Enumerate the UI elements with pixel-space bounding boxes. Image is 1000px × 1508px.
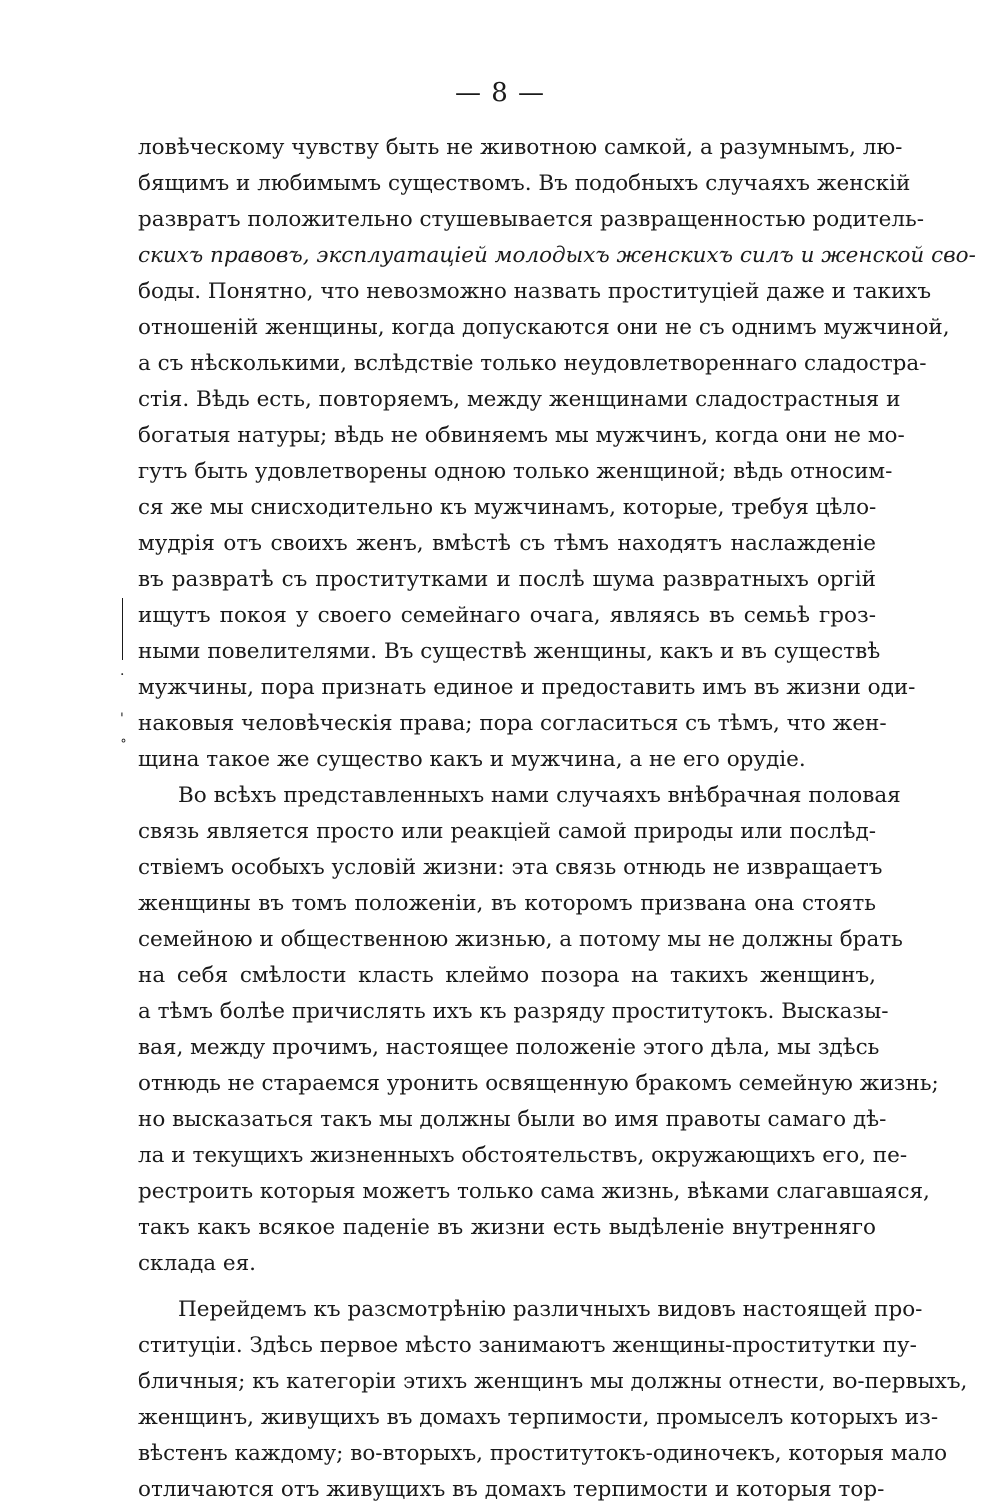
text-line: а тѣмъ болѣе причислять ихъ къ разряду проститутокъ. Высказы- xyxy=(138,999,889,1024)
text-line: а съ нѣсколькими, вслѣдствіе только неудовлетвореннаго сладостра- xyxy=(138,351,927,376)
text-line: ституціи. Здѣсь первое мѣсто занимаютъ женщины-проститутки пу- xyxy=(138,1333,917,1358)
text-line: ными повелителями. Въ существѣ женщины, какъ и въ существѣ xyxy=(138,639,881,664)
text-line: мудрія отъ своихъ женъ, вмѣстѣ съ тѣмъ находятъ наслажденіе xyxy=(138,531,876,556)
text-line: рестроить которыя можетъ только сама жизнь, вѣками слагавшаяся, xyxy=(138,1179,930,1204)
page-number: — 8 — xyxy=(454,78,546,108)
margin-dot-mark: · xyxy=(120,667,125,683)
text-line: но высказаться такъ мы должны были во имя правоты самаго дѣ- xyxy=(138,1107,887,1132)
text-line: бящимъ и любимымъ существомъ. Въ подобныхъ случаяхъ женскій xyxy=(138,171,911,196)
text-line: связь является просто или реакціей самой природы или послѣд- xyxy=(138,819,876,844)
text-line: мужчины, пора признать единое и предоставить имъ въ жизни оди- xyxy=(138,675,916,700)
text-line: ла и текущихъ жизненныхъ обстоятельствъ, окружающихъ его, пе- xyxy=(138,1143,908,1168)
text-line: вѣстенъ каждому; во-вторыхъ, проститутокъ-одиночекъ, которыя мало xyxy=(138,1441,948,1466)
text-line: развратъ положительно стушевывается развращенностью родитель- xyxy=(138,207,924,232)
text-line: ищутъ покоя у своего семейнаго очага, являясь въ семьѣ гроз- xyxy=(138,603,876,628)
text-line: скихъ правовъ, эксплуатаціей молодыхъ женскихъ силъ и женской сво- xyxy=(138,243,976,268)
text-line: вая, между прочимъ, настоящее положеніе этого дѣла, мы здѣсь xyxy=(138,1035,880,1060)
body-text xyxy=(138,130,976,1508)
text-line: женщины въ томъ положеніи, въ которомъ призвана она стоять xyxy=(138,891,876,916)
text-line: въ развратѣ съ проститутками и послѣ шума развратныхъ оргій xyxy=(138,567,876,592)
text-line: склада ея. xyxy=(138,1251,256,1276)
text-line: Во всѣхъ представленныхъ нами случаяхъ внѣбрачная половая xyxy=(178,783,901,808)
text-line: наковыя человѣческія права; пора согласиться съ тѣмъ, что жен- xyxy=(138,711,887,736)
margin-bracket-mark xyxy=(122,598,123,660)
text-line: отношеній женщины, когда допускаются они не съ однимъ мужчиной, xyxy=(138,315,950,340)
margin-dot-mark: ' xyxy=(120,711,124,727)
text-line: ствіемъ особыхъ условій жизни: эта связь отнюдь не извращаетъ xyxy=(138,855,883,880)
text-line: боды. Понятно, что невозможно назвать проституціей даже и такихъ xyxy=(138,279,932,304)
text-line: отличаются отъ живущихъ въ домахъ терпимости и которыя тор- xyxy=(138,1477,885,1502)
text-line: Перейдемъ къ разсмотрѣнію различныхъ видовъ настоящей про- xyxy=(178,1297,923,1322)
text-line: гутъ быть удовлетворены одною только женщиной; вѣдь относим- xyxy=(138,459,893,484)
margin-dot-mark: ˚ xyxy=(120,739,127,755)
text-line: женщинъ, живущихъ въ домахъ терпимости, промыселъ которыхъ из- xyxy=(138,1405,939,1430)
text-line: на себя смѣлости класть клеймо позора на такихъ женщинъ, xyxy=(138,963,876,988)
text-line: ся же мы снисходительно къ мужчинамъ, которые, требуя цѣло- xyxy=(138,495,877,520)
text-line: бличныя; къ категоріи этихъ женщинъ мы должны отнести, во-первыхъ, xyxy=(138,1369,968,1394)
text-line: такъ какъ всякое паденіе въ жизни есть выдѣленіе внутренняго xyxy=(138,1215,876,1240)
text-line: семейною и общественною жизнью, а потому мы не должны брать xyxy=(138,927,903,952)
text-line: ловѣческому чувству быть не животною самкой, а разумнымъ, лю- xyxy=(138,135,903,160)
text-line: щина такое же существо какъ и мужчина, а не его орудіе. xyxy=(138,747,806,772)
text-line: богатыя натуры; вѣдь не обвиняемъ мы мужчинъ, когда они не мо- xyxy=(138,423,905,448)
text-line: стія. Вѣдь есть, повторяемъ, между женщинами сладострастныя и xyxy=(138,387,901,412)
text-line: отнюдь не стараемся уронить освященную бракомъ семейную жизнь; xyxy=(138,1071,939,1096)
